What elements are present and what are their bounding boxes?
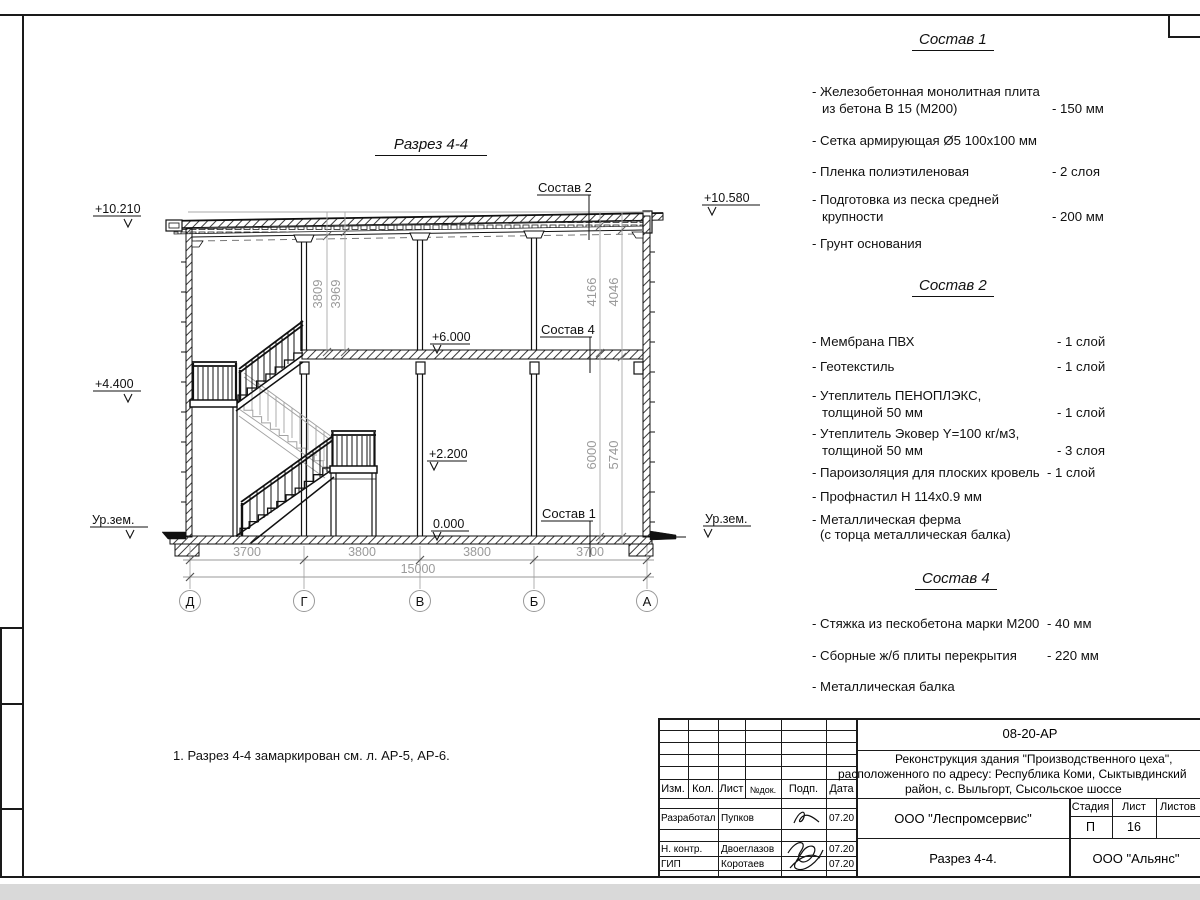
titleblock-line <box>658 829 857 830</box>
axis-label: В <box>415 594 425 609</box>
composition-item-text: - Пленка полиэтиленовая <box>812 164 969 179</box>
elevation-label: +10.210 <box>95 202 141 216</box>
dim-label: 3700 <box>576 545 604 559</box>
composition-2-title: Состав 2 <box>912 277 994 297</box>
role-label: ГИП <box>661 859 681 870</box>
scan-edge <box>0 884 1200 900</box>
dim-label: 3809 <box>310 279 325 309</box>
elevation-label: 0.000 <box>433 517 465 531</box>
composition-item-qty: - 1 слой <box>1057 359 1106 374</box>
titleblock-line <box>718 718 719 877</box>
composition-item-qty: - 200 мм <box>1052 209 1104 224</box>
margin-box-line <box>0 703 22 705</box>
doc-code: 08-20-АР <box>1002 726 1058 741</box>
elevation-label: +10.580 <box>704 191 750 205</box>
titleblock-line <box>658 856 857 857</box>
composition-item-text: - Утеплитель ПЕНОПЛЭКС, <box>812 388 982 403</box>
col-header: №док. <box>749 785 777 795</box>
frame-line <box>0 14 1200 16</box>
stage-header: Листов <box>1160 801 1196 813</box>
titleblock-line <box>658 798 1200 799</box>
project-line: район, с. Выльгорт, Сысольское шоссе <box>905 782 1122 796</box>
col-header: Подп. <box>788 783 819 795</box>
composition-item-text: - Сборные ж/б плиты перекрытия <box>812 648 1017 663</box>
stage-header: Стадия <box>1071 801 1110 813</box>
axis-label: Д <box>185 594 195 609</box>
role-label: Разработал <box>661 813 716 824</box>
callout-label: Состав 1 <box>542 506 596 521</box>
axis-label: Б <box>529 594 539 609</box>
composition-item-qty: - 40 мм <box>1047 616 1092 631</box>
signature-scribble <box>794 812 819 823</box>
composition-item-text: - Утеплитель Эковер Y=100 кг/м3, <box>812 426 1020 441</box>
sign-date: 07.20 <box>828 859 855 870</box>
composition-item-qty: - 1 слой <box>1057 334 1106 349</box>
axis-label: Г <box>300 594 308 609</box>
axis-bubbles <box>180 591 658 612</box>
frame-line <box>0 876 1200 878</box>
dim-total-label: 15000 <box>400 562 436 576</box>
elevation-label: +2.200 <box>429 447 468 461</box>
dim-label: 4166 <box>584 277 599 307</box>
titleblock-line <box>857 750 1200 751</box>
composition-item-qty: - 1 слой <box>1047 465 1096 480</box>
composition-item-text: - Железобетонная монолитная плита <box>812 84 1040 99</box>
axis-label: А <box>642 594 652 609</box>
dim-label: 5740 <box>606 440 621 470</box>
sheet-number: 16 <box>1127 820 1141 834</box>
composition-item-text: из бетона В 15 (М200) <box>822 101 958 116</box>
composition-item-text: - Подготовка из песка средней <box>812 192 999 207</box>
columns <box>294 231 643 536</box>
person-name: Коротаев <box>721 859 765 870</box>
callout-label: Состав 2 <box>538 180 592 195</box>
drawing-view-title <box>375 136 487 156</box>
dim-label: 3800 <box>348 545 376 559</box>
dim-label: 3800 <box>463 545 491 559</box>
composition-item-qty: - 2 слоя <box>1052 164 1100 179</box>
titleblock-line <box>1156 798 1157 838</box>
design-org: ООО "Леспромсервис" <box>894 811 1032 826</box>
composition-item-text: - Профнастил Н 114x0.9 мм <box>812 489 982 504</box>
client-org: ООО "Альянс" <box>1092 851 1180 866</box>
col-header: Изм. <box>661 783 685 795</box>
composition-item-text: - Мембрана ПВХ <box>812 334 915 349</box>
person-name: Двоеглазов <box>721 844 775 855</box>
elevation-label: +4.400 <box>95 377 134 391</box>
col-header: Лист <box>719 783 744 795</box>
composition-item-text: толщиной 50 мм <box>822 443 923 458</box>
titleblock-line <box>658 841 857 842</box>
titleblock-line <box>658 808 857 809</box>
person-name: Пупков <box>721 813 754 824</box>
composition-item-text: толщиной 50 мм <box>822 405 923 420</box>
corner-box-line <box>1168 36 1200 38</box>
corner-box-line <box>1168 14 1170 38</box>
composition-item-text: - Пароизоляция для плоских кровель <box>812 465 1040 480</box>
stage-header: Лист <box>1122 801 1146 813</box>
project-line: Реконструкция здания "Производственного цеха", <box>895 752 1173 766</box>
col-header: Кол. <box>692 783 714 795</box>
composition-item-text: - Грунт основания <box>812 236 922 251</box>
project-line: расположенного по адресу: Республика Коми, Сыктывдинский <box>838 767 1187 781</box>
dim-label: 3700 <box>233 545 261 559</box>
ghost-stair-flight <box>239 373 332 478</box>
margin-box-line <box>0 808 22 810</box>
composition-4-title: Состав 4 <box>915 570 997 590</box>
elevation-label: +6.000 <box>432 330 471 344</box>
titleblock-line <box>857 838 1200 839</box>
composition-item-text: - Сетка армирующая Ø5 100x100 мм <box>812 133 1037 148</box>
stage-value: П <box>1086 820 1095 834</box>
sign-date: 07.20 <box>828 844 855 855</box>
margin-box-line <box>0 627 2 877</box>
dim-label: 3969 <box>328 279 343 309</box>
sign-date: 07.20 <box>828 813 855 824</box>
dim-label: 6000 <box>584 440 599 470</box>
sheet-title: Разрез 4-4. <box>929 851 997 866</box>
role-label: Н. контр. <box>661 844 703 855</box>
composition-1-title: Состав 1 <box>912 31 994 51</box>
composition-item-qty: - 220 мм <box>1047 648 1099 663</box>
composition-item-text: - Металлическая ферма <box>812 512 961 527</box>
composition-item-qty: - 150 мм <box>1052 101 1104 116</box>
margin-box-line <box>0 627 22 629</box>
elevation-label: Ур.зем. <box>705 512 748 526</box>
sheet-note: 1. Разрез 4-4 замаркирован см. л. АР-5, АР-6. <box>173 748 450 763</box>
col-header: Дата <box>829 783 854 795</box>
composition-item-text: - Стяжка из пескобетона марки М200 <box>812 616 1040 631</box>
titleblock-line <box>658 718 1200 720</box>
composition-callouts <box>537 180 596 557</box>
dim-label: 4046 <box>606 277 621 307</box>
bottom-dimensions <box>180 545 658 612</box>
composition-item-text: - Металлическая балка <box>812 679 955 694</box>
composition-item-text: - Геотекстиль <box>812 359 895 374</box>
titleblock-line <box>781 718 782 877</box>
composition-item-qty: - 1 слой <box>1057 405 1106 420</box>
drawing-view-title-text: Разрез 4-4 <box>393 136 469 153</box>
composition-item-text: крупности <box>822 209 884 224</box>
elevation-label: Ур.зем. <box>92 513 135 527</box>
frame-line <box>22 14 24 878</box>
composition-item-qty: - 3 слоя <box>1057 443 1105 458</box>
titleblock-line <box>658 870 857 871</box>
titleblock-line <box>1069 816 1200 817</box>
callout-label: Состав 4 <box>541 322 595 337</box>
composition-item-text: (с торца металлическая балка) <box>820 527 1011 542</box>
